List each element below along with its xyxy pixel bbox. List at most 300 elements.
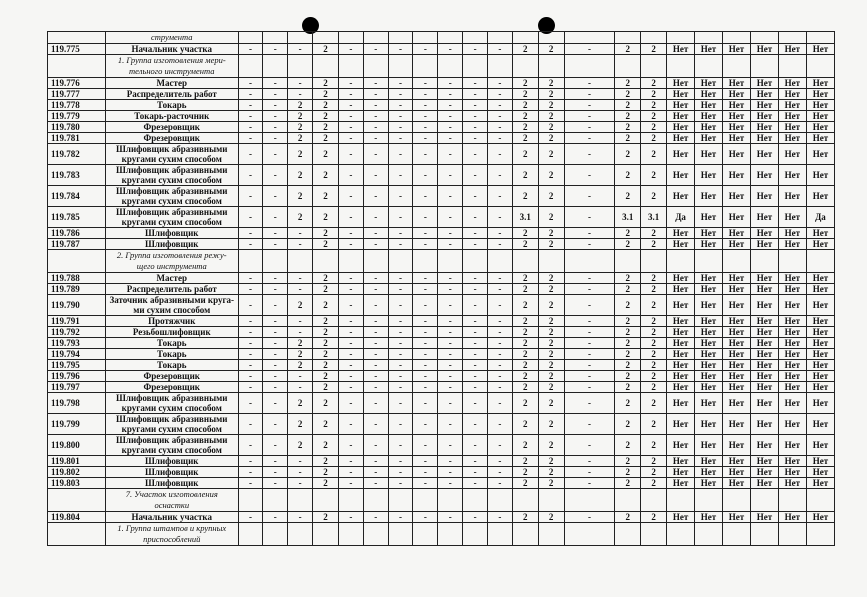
value-cell: Нет [778,456,806,467]
value-cell: - [463,89,488,100]
table-row [48,414,835,435]
empty-cell [313,32,339,44]
value-cell: Нет [750,360,778,371]
value-cell: - [288,456,313,467]
empty-cell [564,32,615,44]
profession-cell: Шлифовщик абразивными кругами сухим способом [105,144,238,165]
profession-cell: Шлифовщик абразивными кругами сухим способом [105,414,238,435]
value-cell: Нет [667,100,695,111]
value-cell: - [238,228,263,239]
value-cell: Нет [667,327,695,338]
profession-cell: Фрезеровщик [105,133,238,144]
value-cell: 2 [538,100,564,111]
table-row [48,456,835,467]
value-cell: - [288,284,313,295]
value-cell: 2 [313,78,339,89]
value-cell: - [363,165,388,186]
value-cell: - [388,327,413,338]
value-cell: Нет [778,360,806,371]
value-cell: Нет [750,228,778,239]
value-cell: Нет [695,133,723,144]
empty-cell [313,250,339,273]
value-cell: - [238,165,263,186]
value-cell: - [413,349,438,360]
value-cell: Нет [806,349,834,360]
value-cell: Нет [722,349,750,360]
value-cell: Нет [806,228,834,239]
value-cell: - [463,144,488,165]
value-cell: Нет [722,467,750,478]
code-cell: 119.803 [48,478,106,489]
value-cell: - [463,78,488,89]
value-cell: - [488,371,513,382]
value-cell: 2 [538,44,564,55]
value-cell: - [338,338,363,349]
value-cell: - [438,338,463,349]
code-cell: 119.801 [48,456,106,467]
value-cell: Нет [695,100,723,111]
value-cell: - [388,371,413,382]
empty-cell [363,55,388,78]
value-cell: - [438,382,463,393]
value-cell: - [413,133,438,144]
value-cell: - [338,111,363,122]
value-cell: - [338,284,363,295]
value-cell: Нет [806,414,834,435]
value-cell: 2 [538,228,564,239]
profession-cell: Мастер [105,78,238,89]
value-cell: - [413,435,438,456]
value-cell: 2 [615,239,641,250]
empty-cell [263,489,288,512]
empty-cell [615,55,641,78]
table-row [48,327,835,338]
value-cell: - [338,349,363,360]
value-cell: 2 [313,228,339,239]
value-cell: 2 [512,478,538,489]
value-cell: 2 [615,456,641,467]
value-cell: 2 [313,186,339,207]
empty-cell [512,489,538,512]
value-cell: 2 [641,512,667,523]
value-cell: Нет [722,435,750,456]
value-cell: 2 [313,44,339,55]
value-cell: Нет [667,360,695,371]
value-cell: - [438,239,463,250]
value-cell: - [288,467,313,478]
value-cell: - [263,284,288,295]
value-cell: 2 [538,111,564,122]
value-cell: - [338,382,363,393]
value-cell: - [263,360,288,371]
value-cell: 2 [615,467,641,478]
profession-cell: Шлифовщик [105,467,238,478]
value-cell: 2 [288,360,313,371]
code-cell: 119.776 [48,78,106,89]
value-cell: Нет [722,327,750,338]
value-cell: 2 [288,133,313,144]
table-row [48,89,835,100]
value-cell: - [413,207,438,228]
profession-cell: Шлифовщик абразивными кругами сухим способом [105,165,238,186]
empty-cell [463,55,488,78]
value-cell: - [438,393,463,414]
value-cell: Нет [722,393,750,414]
value-cell: 2 [288,295,313,316]
value-cell: Нет [806,467,834,478]
empty-cell [288,489,313,512]
value-cell: - [564,478,615,489]
value-cell: - [388,284,413,295]
value-cell: 2 [512,316,538,327]
value-cell: - [263,122,288,133]
value-cell: 2 [615,435,641,456]
value-cell: 2 [641,467,667,478]
value-cell: 2 [615,273,641,284]
empty-cell [363,250,388,273]
value-cell: - [438,284,463,295]
value-cell: - [363,327,388,338]
value-cell: Нет [778,284,806,295]
value-cell: - [288,89,313,100]
empty-cell [338,250,363,273]
value-cell: - [263,382,288,393]
value-cell: - [238,207,263,228]
value-cell: 2 [313,393,339,414]
value-cell: - [488,316,513,327]
empty-cell [750,523,778,546]
value-cell: - [388,414,413,435]
value-cell: 2 [615,414,641,435]
value-cell: Нет [667,371,695,382]
code-cell [48,489,106,512]
value-cell: Нет [722,478,750,489]
value-cell: - [463,316,488,327]
code-cell: 119.782 [48,144,106,165]
code-cell [48,32,106,44]
value-cell: 2 [641,316,667,327]
value-cell: - [463,165,488,186]
value-cell: - [488,295,513,316]
value-cell: - [338,478,363,489]
value-cell: - [488,133,513,144]
value-cell: - [288,512,313,523]
empty-cell [512,55,538,78]
value-cell: 3.1 [615,207,641,228]
empty-cell [538,55,564,78]
value-cell: - [288,478,313,489]
empty-cell [288,523,313,546]
value-cell: 3.1 [641,207,667,228]
value-cell: 2 [538,360,564,371]
value-cell: Нет [695,512,723,523]
empty-cell [667,489,695,512]
value-cell: - [238,44,263,55]
value-cell: - [338,393,363,414]
value-cell: 2 [538,122,564,133]
value-cell: Нет [750,207,778,228]
empty-cell [667,55,695,78]
value-cell: Нет [806,284,834,295]
value-cell: Нет [806,393,834,414]
value-cell: Нет [778,467,806,478]
value-cell: Нет [722,295,750,316]
value-cell: - [438,89,463,100]
value-cell: - [288,327,313,338]
value-cell: 2 [288,186,313,207]
value-cell: 2 [641,111,667,122]
value-cell: Нет [695,273,723,284]
value-cell: - [238,478,263,489]
value-cell: Нет [750,122,778,133]
value-cell: Нет [806,239,834,250]
value-cell: - [363,273,388,284]
value-cell: - [463,371,488,382]
value-cell: - [564,393,615,414]
value-cell: 2 [641,89,667,100]
value-cell: - [388,165,413,186]
value-cell: 2 [512,228,538,239]
value-cell: - [263,435,288,456]
table-row [48,371,835,382]
value-cell: Нет [722,111,750,122]
value-cell: - [388,512,413,523]
value-cell: - [338,144,363,165]
code-cell [48,250,106,273]
profession-cell: Начальник участка [105,512,238,523]
value-cell: - [488,122,513,133]
empty-cell [695,250,723,273]
value-cell: - [413,122,438,133]
value-cell: - [338,100,363,111]
value-cell: - [263,89,288,100]
value-cell: 2 [615,122,641,133]
section-title: 1. Группа изготовления мери-тельного инструмента [105,55,238,78]
profession-cell: Шлифовщик [105,239,238,250]
value-cell: Нет [806,100,834,111]
empty-cell [695,489,723,512]
value-cell: 2 [615,44,641,55]
value-cell: 2 [313,512,339,523]
value-cell: - [564,456,615,467]
value-cell: Нет [695,360,723,371]
value-cell: Нет [722,371,750,382]
value-cell: Нет [695,122,723,133]
value-cell: Нет [778,393,806,414]
empty-cell [722,523,750,546]
empty-cell [667,250,695,273]
value-cell: - [463,239,488,250]
value-cell: Нет [778,44,806,55]
value-cell: - [564,133,615,144]
value-cell: - [488,478,513,489]
value-cell: - [263,78,288,89]
value-cell: - [238,327,263,338]
value-cell: 2 [512,44,538,55]
value-cell: - [463,360,488,371]
value-cell: - [564,111,615,122]
empty-cell [641,250,667,273]
value-cell: - [363,284,388,295]
value-cell: 2 [641,239,667,250]
value-cell: - [363,100,388,111]
profession-cell: Шлифовщик [105,228,238,239]
table-row [48,316,835,327]
value-cell: - [438,122,463,133]
empty-cell [750,32,778,44]
empty-cell [413,55,438,78]
code-cell: 119.780 [48,122,106,133]
value-cell: - [238,78,263,89]
value-cell: - [263,100,288,111]
value-cell: Нет [778,78,806,89]
value-cell: - [564,414,615,435]
value-cell: Нет [722,239,750,250]
value-cell: Нет [695,393,723,414]
value-cell: 2 [313,111,339,122]
value-cell: - [564,360,615,371]
empty-cell [263,55,288,78]
value-cell: - [263,133,288,144]
table-row [48,78,835,89]
value-cell: 2 [512,360,538,371]
value-cell: - [388,273,413,284]
value-cell: - [388,186,413,207]
value-cell: - [263,239,288,250]
value-cell: Нет [695,295,723,316]
value-cell: 2 [538,89,564,100]
value-cell: 2 [641,165,667,186]
table-row [48,165,835,186]
value-cell: Нет [750,393,778,414]
profession-cell: Шлифовщик абразивными кругами сухим способом [105,435,238,456]
value-cell: 2 [288,122,313,133]
value-cell: 2 [538,165,564,186]
value-cell: - [564,239,615,250]
value-cell: 2 [615,111,641,122]
value-cell: - [263,144,288,165]
value-cell: - [263,186,288,207]
code-cell: 119.788 [48,273,106,284]
value-cell: - [388,382,413,393]
value-cell: - [363,338,388,349]
value-cell: 2 [313,165,339,186]
value-cell: Нет [722,228,750,239]
value-cell: Нет [806,435,834,456]
value-cell: - [388,111,413,122]
value-cell: 2 [313,239,339,250]
value-cell: 2 [641,44,667,55]
code-cell: 119.784 [48,186,106,207]
value-cell: - [263,414,288,435]
value-cell: - [413,165,438,186]
empty-cell [722,32,750,44]
value-cell: - [238,100,263,111]
value-cell: - [488,144,513,165]
code-cell: 119.795 [48,360,106,371]
empty-cell [238,55,263,78]
value-cell: - [463,133,488,144]
value-cell: - [238,512,263,523]
empty-cell [363,489,388,512]
value-cell: - [363,467,388,478]
value-cell: Нет [667,89,695,100]
value-cell: 2 [313,89,339,100]
code-cell: 119.797 [48,382,106,393]
value-cell: - [363,111,388,122]
value-cell: Нет [722,456,750,467]
value-cell: 2 [538,393,564,414]
value-cell: - [413,478,438,489]
value-cell: Нет [667,78,695,89]
empty-cell [238,523,263,546]
empty-cell [388,32,413,44]
empty-cell [667,32,695,44]
value-cell: Нет [778,111,806,122]
value-cell: - [388,349,413,360]
value-cell: 2 [538,239,564,250]
value-cell: - [363,89,388,100]
profession-cell: Шлифовщик [105,456,238,467]
value-cell: Нет [695,186,723,207]
value-cell: - [438,512,463,523]
table-row [48,133,835,144]
empty-cell [538,489,564,512]
value-cell: 2 [538,338,564,349]
value-cell: 2 [641,478,667,489]
table-row [48,393,835,414]
empty-cell [238,250,263,273]
empty-cell [263,523,288,546]
value-cell: - [488,228,513,239]
value-cell: - [488,393,513,414]
value-cell: 2 [615,165,641,186]
value-cell: 2 [538,478,564,489]
value-cell: - [263,165,288,186]
value-cell: - [413,228,438,239]
value-cell: 2 [641,186,667,207]
empty-cell [695,523,723,546]
value-cell: 2 [615,228,641,239]
value-cell: 2 [313,435,339,456]
empty-cell [463,489,488,512]
empty-cell [338,523,363,546]
profession-cell: Фрезеровщик [105,122,238,133]
table-row [48,100,835,111]
value-cell: 2 [512,414,538,435]
value-cell: 2 [512,382,538,393]
value-cell: - [564,273,615,284]
value-cell: - [338,133,363,144]
value-cell: - [388,44,413,55]
value-cell: 2 [538,295,564,316]
empty-cell [413,32,438,44]
empty-cell [488,32,513,44]
value-cell: - [413,338,438,349]
value-cell: - [388,207,413,228]
value-cell: - [564,122,615,133]
value-cell: Нет [722,165,750,186]
value-cell: Нет [778,295,806,316]
value-cell: 2 [615,316,641,327]
table-row [48,512,835,523]
empty-cell [615,32,641,44]
value-cell: - [463,338,488,349]
value-cell: Нет [695,478,723,489]
value-cell: 2 [615,144,641,165]
value-cell: Нет [750,111,778,122]
empty-cell [564,523,615,546]
